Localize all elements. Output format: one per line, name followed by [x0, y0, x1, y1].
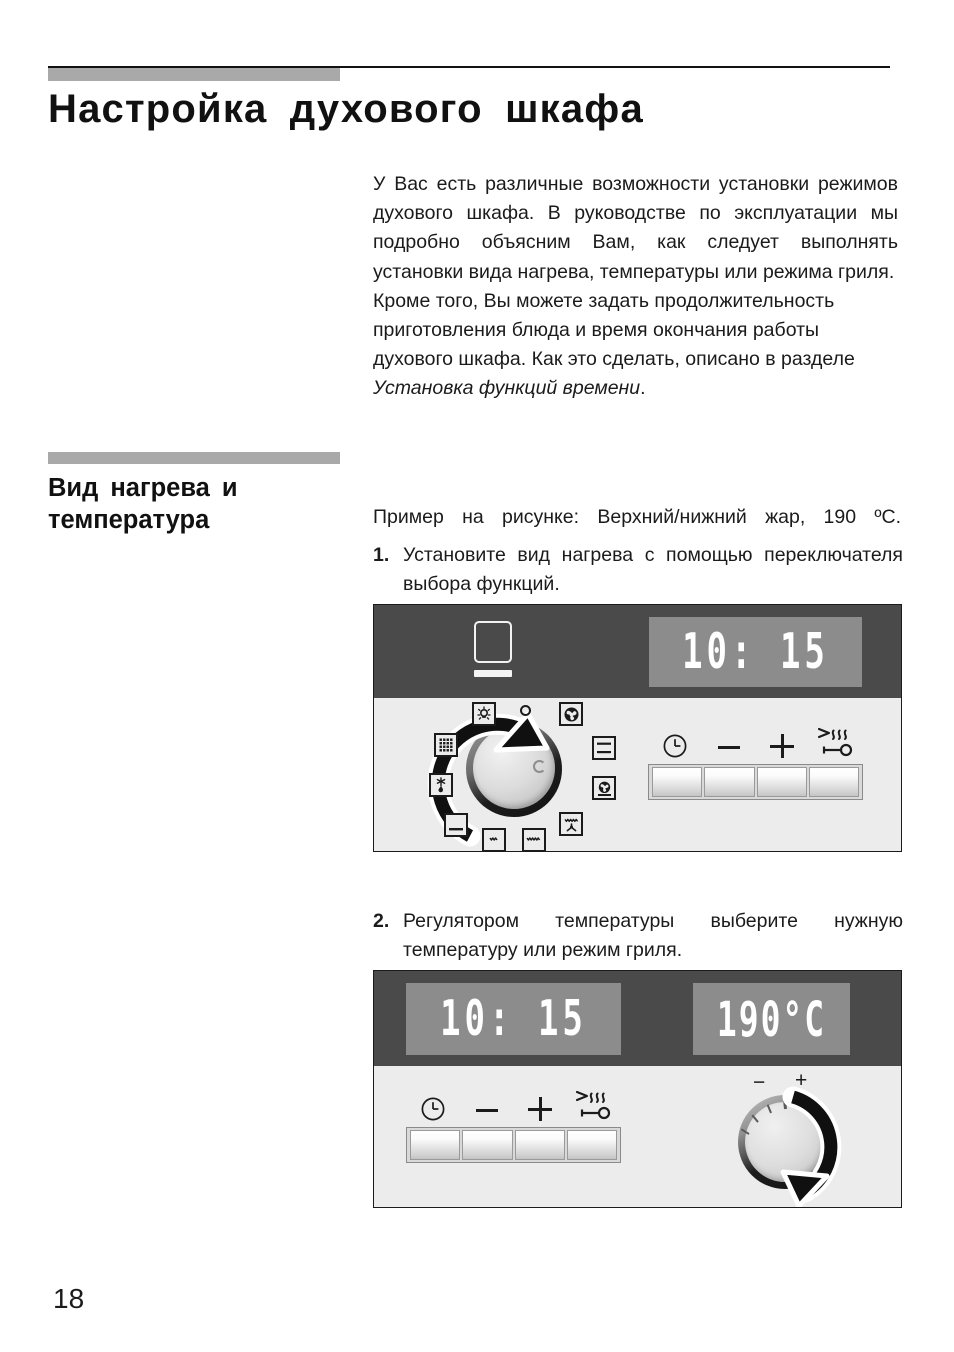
- oven-cavity-box: [474, 621, 512, 663]
- panel-1-clock-display: [649, 617, 862, 687]
- panel-2-button-row: [406, 1127, 621, 1163]
- temperature-knob-plus-label: +: [795, 1069, 808, 1092]
- panel-2-temperature-value: 190°C: [716, 990, 827, 1048]
- oven-cavity-bar: [474, 670, 512, 677]
- example-caption: Пример на рисунке: Верхний/нижний жар, 190 ºC.: [373, 506, 901, 528]
- step-2: [373, 907, 903, 964]
- plus-button[interactable]: [515, 1130, 565, 1160]
- clock-button[interactable]: [410, 1130, 460, 1160]
- minus-icon: [460, 1109, 514, 1122]
- intro-paragraph-1: У Вас есть различные возможности установки режимов духового шкафа. В руководстве по эксплуатации мы подробно объясним Вам, как следует выполнять установки вида нагрева, температуры или режима гриля.: [373, 173, 898, 283]
- rapid-heat-lock-button[interactable]: [809, 767, 859, 797]
- fan-bottom-heat-icon: [592, 776, 616, 800]
- panel-1-clock-value: 10: 15: [682, 623, 829, 681]
- off-circle-icon: [520, 705, 531, 716]
- function-selector-cluster[interactable]: [404, 702, 614, 847]
- panel-2-temperature-display: [693, 983, 850, 1055]
- step-2-number: 2.: [373, 910, 390, 932]
- plus-button[interactable]: [757, 767, 807, 797]
- plus-icon: [756, 734, 810, 759]
- grill-large-icon: [522, 828, 546, 852]
- page-title: Настройка духового шкафа: [48, 87, 644, 131]
- temperature-knob-cluster[interactable]: [729, 1071, 869, 1201]
- defrost-icon: [429, 773, 453, 797]
- minus-button[interactable]: [704, 767, 754, 797]
- panel-2-button-strip: [406, 1088, 621, 1163]
- rapid-heat-lock-button[interactable]: [567, 1130, 617, 1160]
- panel-1-button-row: [648, 764, 863, 800]
- intro-text-block: [373, 170, 898, 404]
- oven-cavity-icon: [474, 621, 512, 677]
- panel-2-button-icons: [406, 1088, 621, 1122]
- panel-2-clock-display: [406, 983, 621, 1055]
- header-gray-bar: [48, 68, 340, 81]
- section-heading: Вид нагрева и температура: [48, 474, 238, 534]
- step-1-text: Установите вид нагрева с помощью переключателя выбора функций.: [403, 544, 903, 595]
- temperature-knob-minus-label: −: [753, 1071, 766, 1094]
- oven-control-panel-step-2: [373, 970, 902, 1208]
- grill-fan-icon: [559, 812, 583, 836]
- intro-paragraph-2-reference: Установка функций времени: [373, 377, 641, 400]
- pizza-grid-icon: [434, 733, 458, 757]
- section-gray-bar: [48, 452, 340, 464]
- plus-icon: [514, 1097, 568, 1122]
- grill-small-icon: [482, 828, 506, 852]
- step-2-text: Регулятором температуры выберите нужную температуру или режим гриля.: [403, 910, 903, 961]
- panel-1-button-strip: [648, 725, 863, 800]
- rapid-heat-key-icon: [809, 727, 863, 759]
- clock-button[interactable]: [652, 767, 702, 797]
- oven-control-panel-step-1: [373, 604, 902, 852]
- intro-paragraph-2: [373, 287, 898, 404]
- intro-paragraph-2-lead: Кроме того, Вы можете задать продолжительность приготовления блюда и время окончания работы духового шкафа. Как это сделать, описано в разделе: [373, 289, 855, 371]
- minus-icon: [702, 746, 756, 759]
- minus-button[interactable]: [462, 1130, 512, 1160]
- clock-icon: [406, 1096, 460, 1122]
- clock-icon: [648, 733, 702, 759]
- fan-circle-icon: [559, 702, 583, 726]
- top-bottom-heat-icon: [592, 736, 616, 760]
- bottom-heat-icon: [444, 813, 468, 837]
- knob-rotation-arrow-cw: [731, 1088, 861, 1208]
- light-bulb-icon: [472, 702, 496, 726]
- rapid-heat-key-icon: [567, 1090, 621, 1122]
- intro-paragraph-2-tail: .: [640, 377, 646, 400]
- step-1-number: 1.: [373, 544, 390, 566]
- step-1: [373, 541, 903, 598]
- panel-1-button-icons: [648, 725, 863, 759]
- page-number: 18: [53, 1283, 85, 1314]
- panel-2-clock-value: 10: 15: [440, 990, 587, 1048]
